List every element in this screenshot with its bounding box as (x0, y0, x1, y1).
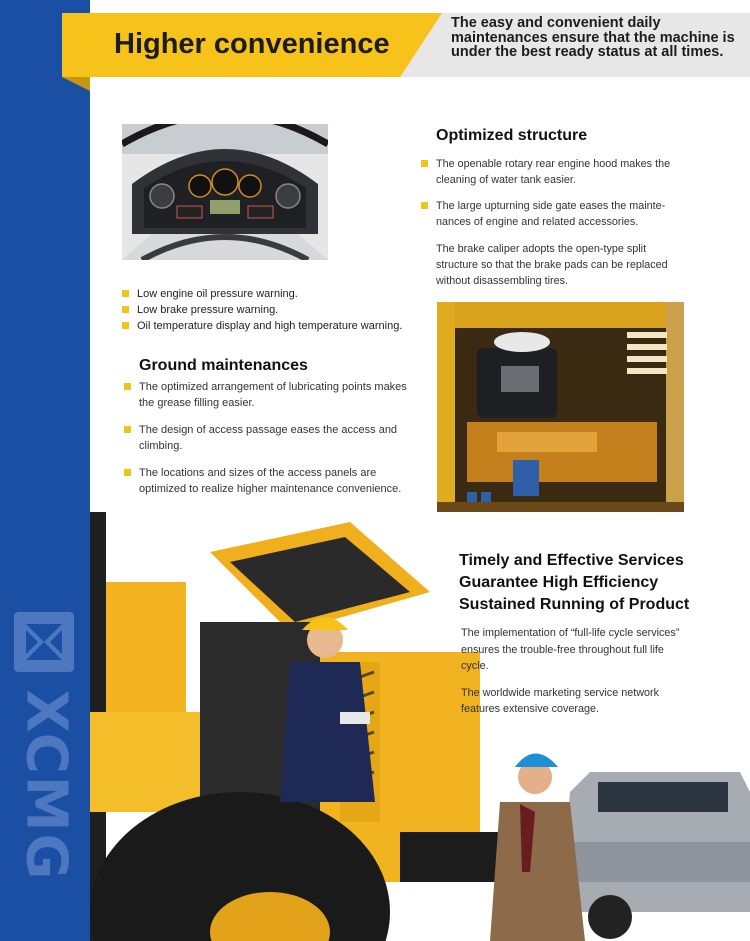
optimized-structure-item: The large upturning side gate eases the mainte-nances of engine and related accessories. (421, 198, 691, 230)
services-title-line: Sustained Running of Product (459, 596, 690, 613)
optimized-structure-title: Optimized structure (436, 127, 588, 144)
optimized-structure-list (421, 156, 691, 240)
warning-item: Low brake pressure warning. (122, 302, 422, 318)
services-title (459, 550, 739, 616)
ground-maintenances-list (124, 379, 424, 508)
brand-wordmark (10, 680, 82, 890)
services-title-line: Guarantee High Efficiency (459, 574, 659, 591)
page-title: Higher convenience (114, 28, 390, 60)
ground-maintenances-item: The design of access passage eases the access and climbing. (124, 422, 424, 454)
services-paragraph: The worldwide marketing service network features extensive coverage. (461, 686, 660, 715)
optimized-structure-paragraph: The brake caliper adopts the open-type split structure so that the brake pads can be replaced without disassembling tires. (436, 243, 668, 287)
optimized-structure-item: The openable rotary rear engine hood makes the cleaning of water tank easier. (421, 156, 691, 188)
engine-compartment-photo (437, 302, 684, 520)
ground-maintenances-item: The locations and sizes of the access panels are optimized to realize higher maintenance convenience. (124, 465, 424, 497)
services-text (461, 625, 681, 728)
warning-item: Oil temperature display and high temperature warning. (122, 318, 422, 334)
warning-list (122, 286, 422, 334)
ground-maintenances-title: Ground maintenances (139, 357, 308, 374)
xcmg-logo-icon (12, 610, 76, 674)
dashboard-photo (122, 124, 328, 260)
warning-item: Low engine oil pressure warning. (122, 286, 422, 302)
services-paragraph: The implementation of “full-life cycle services” ensures the trouble-free throughout full life cycle. (461, 627, 680, 672)
services-title-line: Timely and Effective Services (459, 552, 684, 569)
ground-maintenances-item: The optimized arrangement of lubricating points makes the grease filling easier. (124, 379, 424, 411)
header-tagline: The easy and convenient daily maintenances ensure that the machine is under the best ready status at all times. (451, 15, 735, 60)
brand-wordmark-text: XCMG (13, 689, 79, 881)
